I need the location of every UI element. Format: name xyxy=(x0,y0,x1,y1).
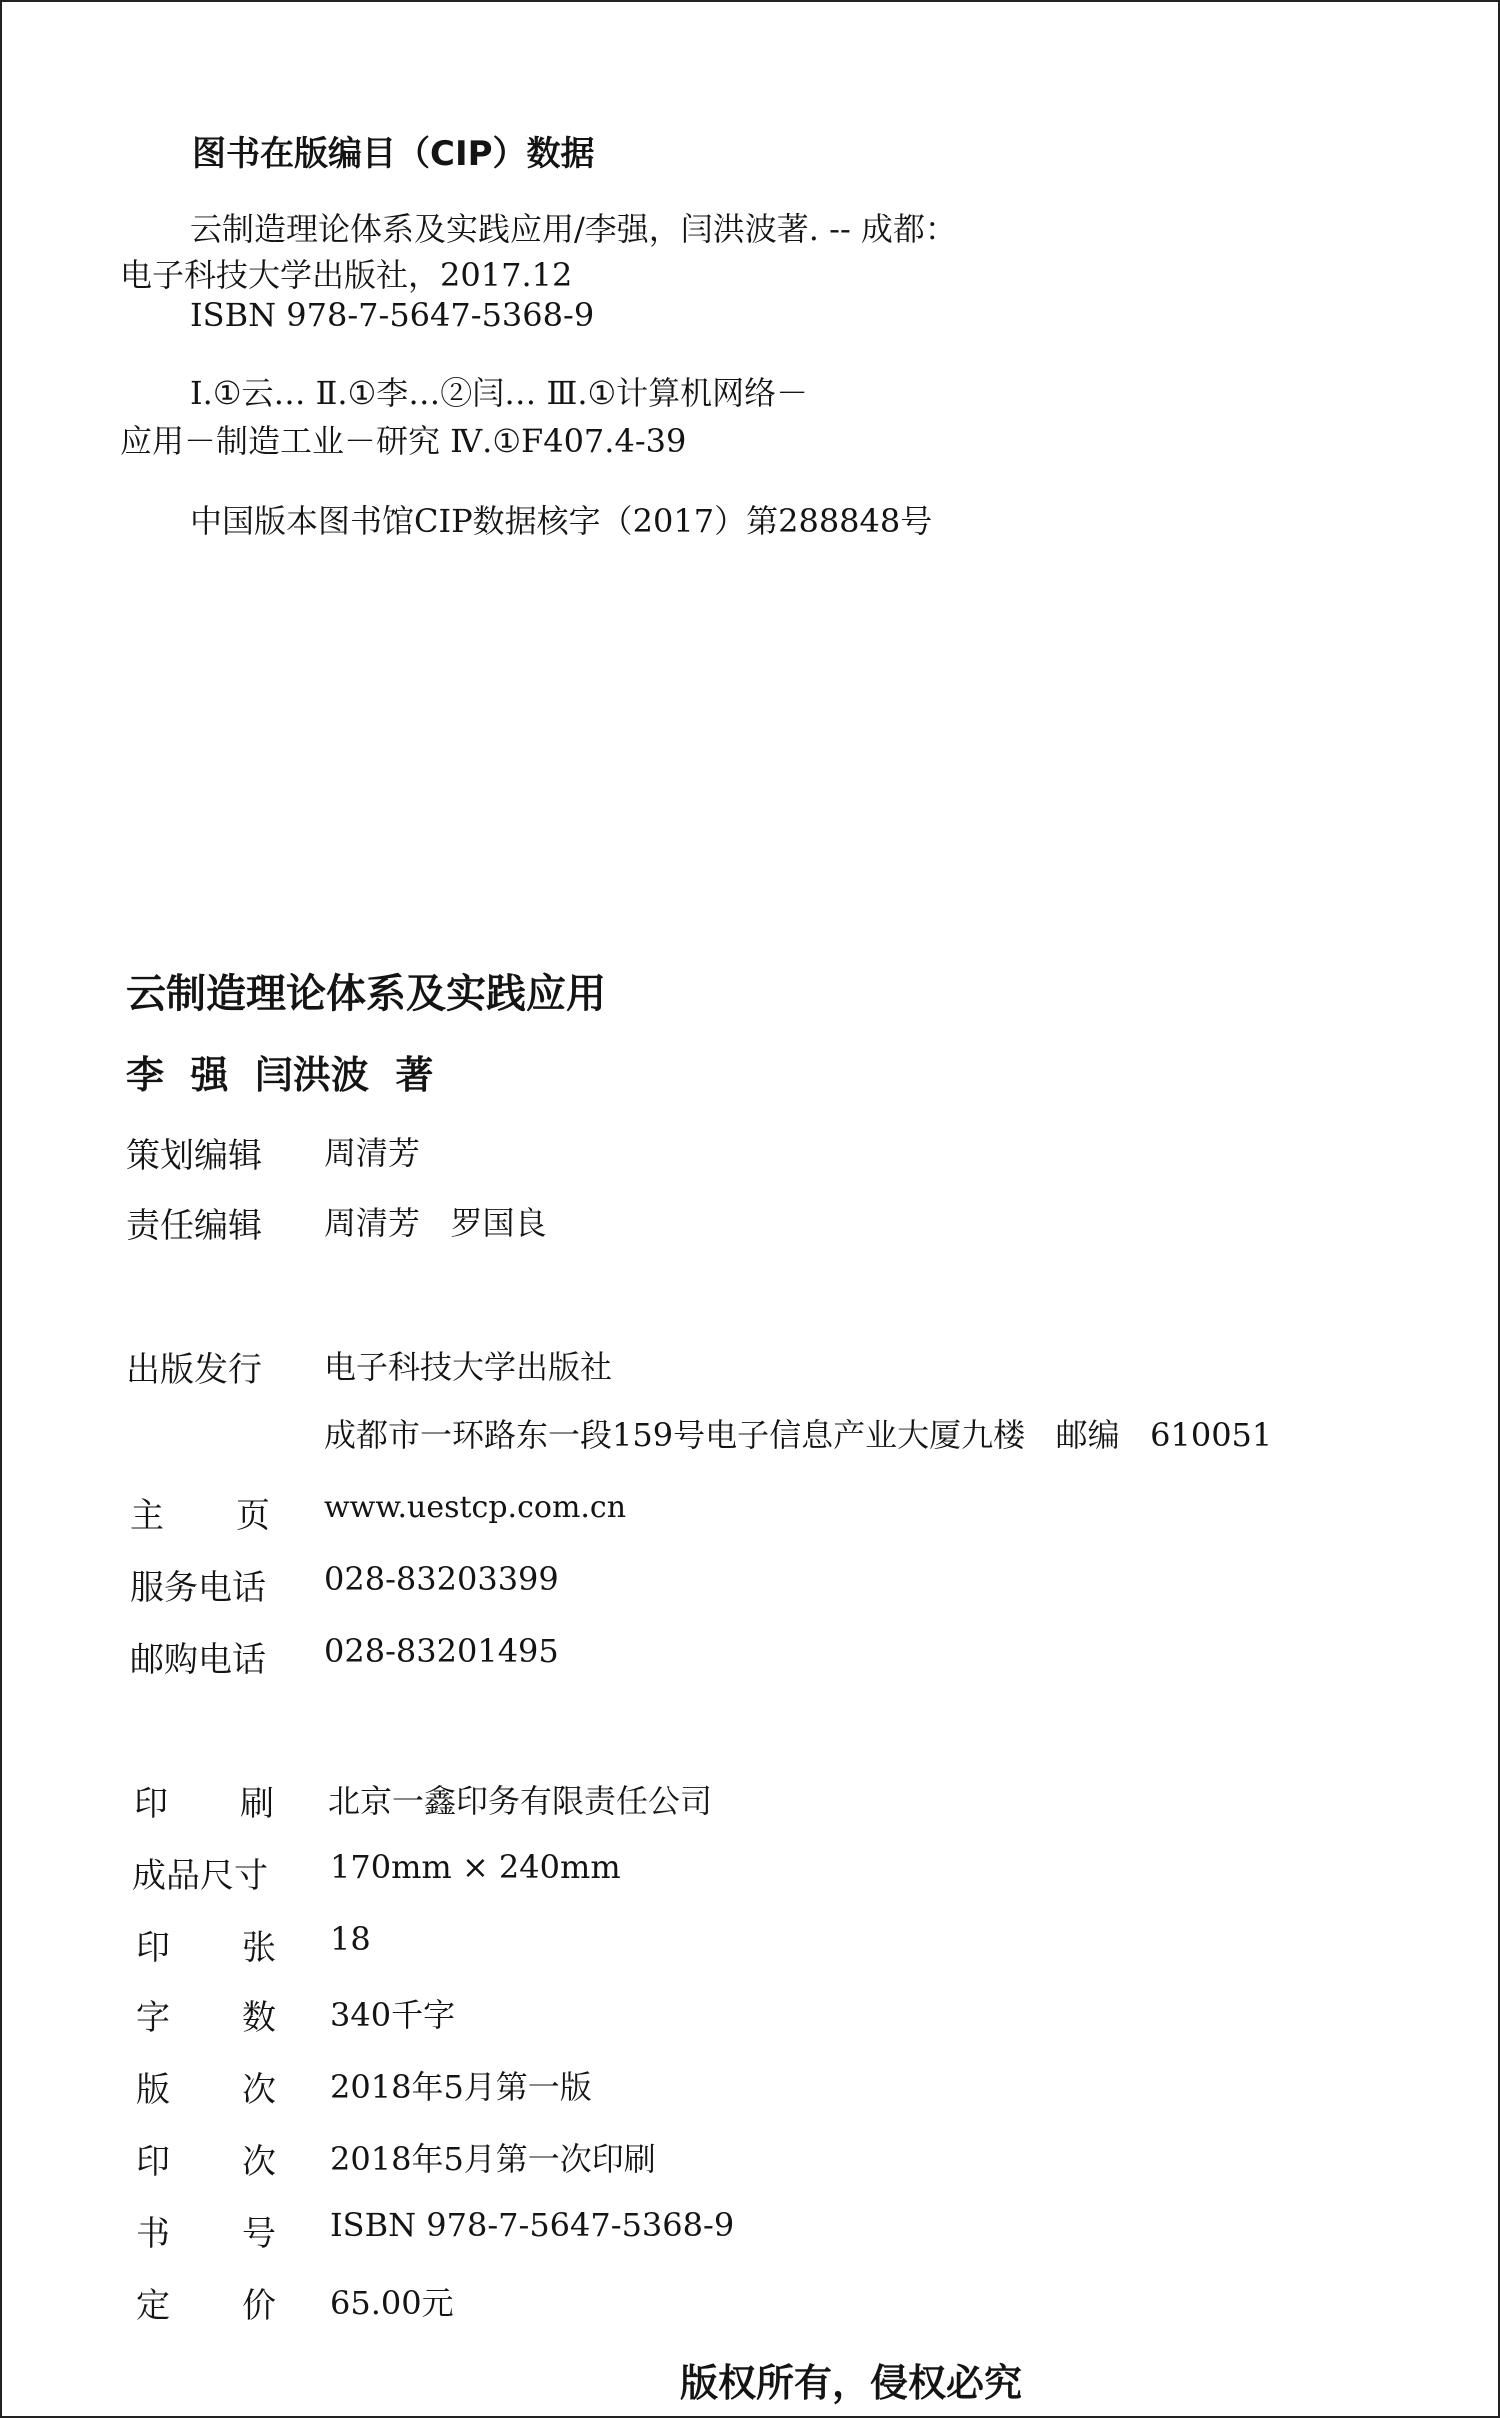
cip-heading: 图书在版编目（CIP）数据 xyxy=(192,134,595,174)
finished-size-value: 170mm × 240mm xyxy=(330,1848,621,1886)
word-count-value: 340千字 xyxy=(330,1996,456,2034)
service-phone-label: 服务电话 xyxy=(130,1568,266,1608)
book-number-label: 书 号 xyxy=(136,2214,276,2254)
cip-record-number: 中国版本图书馆CIP数据核字（2017）第288848号 xyxy=(190,502,933,540)
planning-editor-value: 周清芳 xyxy=(324,1134,421,1172)
edition-label: 版 次 xyxy=(136,2070,276,2110)
service-phone-value: 028-83203399 xyxy=(324,1560,559,1598)
copyright-notice: 版权所有，侵权必究 xyxy=(680,2361,1023,2405)
price-label: 定 价 xyxy=(136,2286,276,2326)
cip-classification-2: 应用－制造工业－研究 Ⅳ.①F407.4-39 xyxy=(120,422,687,460)
printer-value: 北京一鑫印务有限责任公司 xyxy=(328,1782,713,1820)
homepage-label: 主 页 xyxy=(130,1496,270,1536)
publisher-label: 出版发行 xyxy=(126,1350,262,1390)
edition-value: 2018年5月第一版 xyxy=(330,2068,592,2106)
publisher-address: 成都市一环路东一段159号电子信息产业大厦九楼 邮编 610051 xyxy=(324,1416,1273,1454)
book-title: 云制造理论体系及实践应用 xyxy=(126,971,606,1017)
price-value: 65.00元 xyxy=(330,2284,454,2322)
planning-editor-label: 策划编辑 xyxy=(126,1136,262,1176)
printed-sheets-value: 18 xyxy=(330,1920,371,1958)
responsible-editor-label: 责任编辑 xyxy=(126,1206,262,1246)
cip-line-1: 云制造理论体系及实践应用/李强，闫洪波著. -- 成都： xyxy=(190,210,957,248)
publisher-name: 电子科技大学出版社 xyxy=(324,1348,613,1386)
word-count-label: 字 数 xyxy=(136,1998,276,2038)
impression-label: 印 次 xyxy=(136,2142,276,2182)
printer-label: 印 刷 xyxy=(134,1784,274,1824)
printed-sheets-label: 印 张 xyxy=(136,1928,276,1968)
cip-classification-1: Ⅰ.①云… Ⅱ.①李…②闫… Ⅲ.①计算机网络－ xyxy=(190,374,809,412)
book-authors: 李 强 闫洪波 著 xyxy=(126,1053,434,1097)
mail-order-phone-value: 028-83201495 xyxy=(324,1632,559,1670)
cip-line-2: 电子科技大学出版社，2017.12 xyxy=(120,256,573,294)
homepage-url: www.uestcp.com.cn xyxy=(324,1490,627,1525)
mail-order-phone-label: 邮购电话 xyxy=(130,1640,266,1680)
responsible-editor-value: 周清芳 罗国良 xyxy=(324,1204,547,1242)
finished-size-label: 成品尺寸 xyxy=(132,1856,268,1896)
book-number-value: ISBN 978-7-5647-5368-9 xyxy=(330,2206,735,2244)
cip-isbn: ISBN 978-7-5647-5368-9 xyxy=(190,296,595,334)
impression-value: 2018年5月第一次印刷 xyxy=(330,2140,656,2178)
